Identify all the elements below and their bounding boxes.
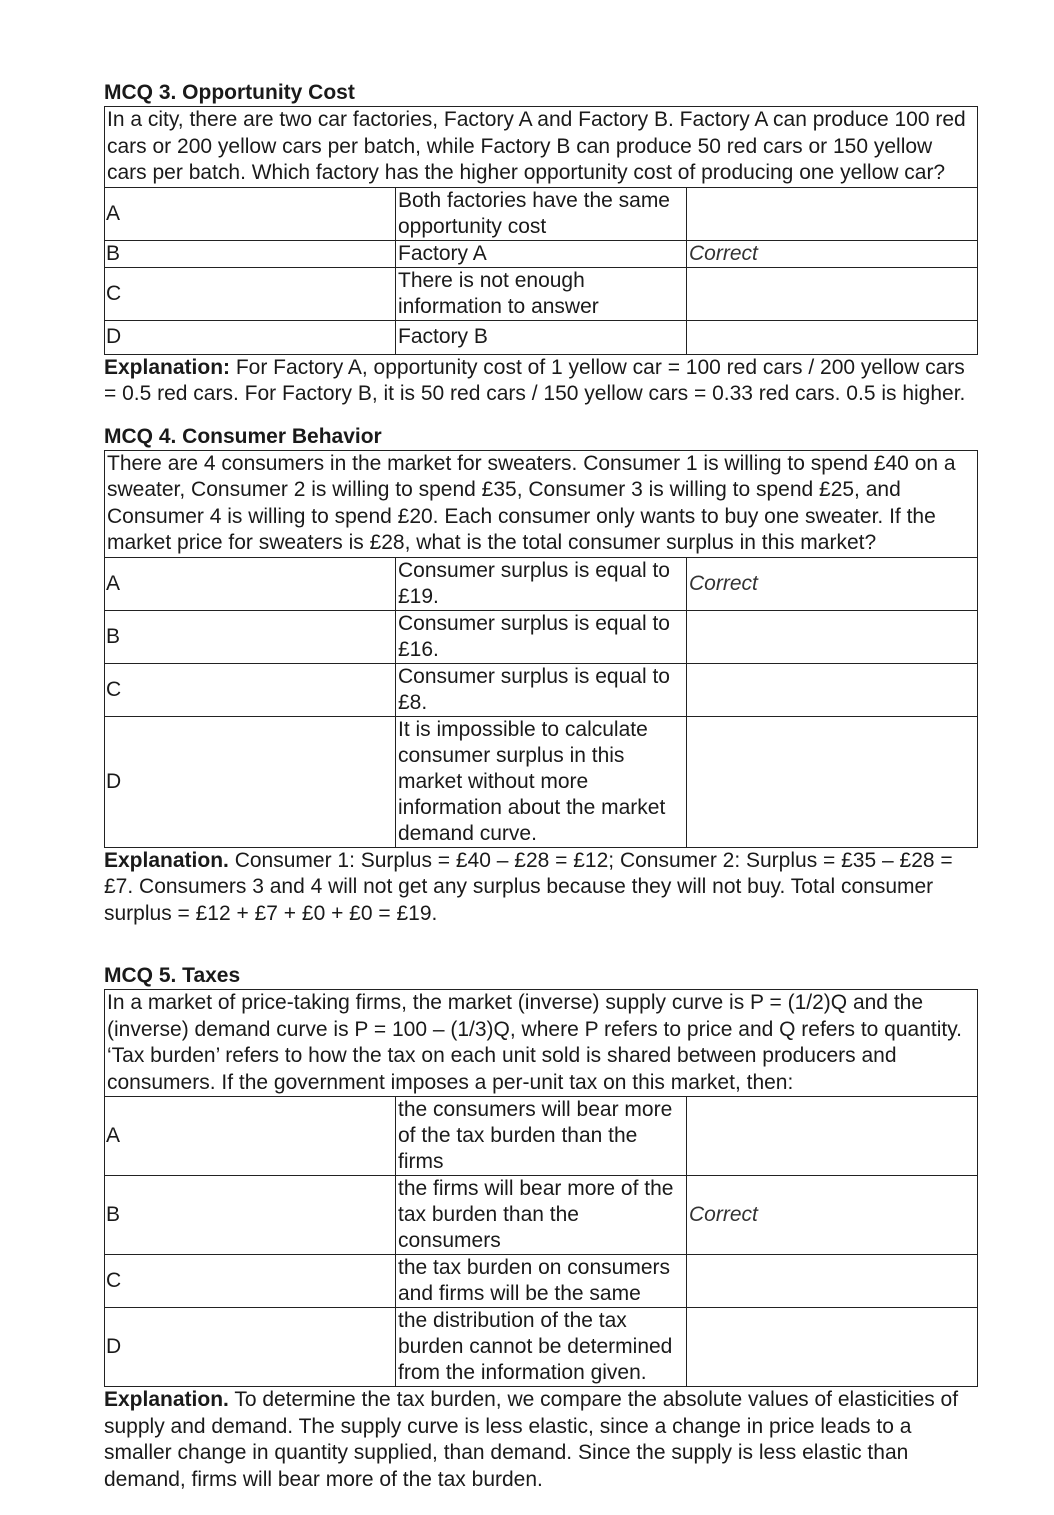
option-row	[105, 1308, 978, 1387]
option-letter: C	[105, 267, 396, 320]
option-row	[105, 716, 978, 847]
correct-mark	[687, 187, 978, 240]
option-text: It is impossible to calculate consumer surplus in this market without more information about the market demand curve.	[396, 716, 687, 847]
question-text: In a city, there are two car factories, Factory A and Factory B. Factory A can produce 100 red cars or 200 yellow cars per batch, while Factory B can produce 50 red cars or 150 yellow cars per batch. Which factory has the higher opportunity cost of producing one yellow car?	[105, 107, 978, 188]
question-text: There are 4 consumers in the market for sweaters. Consumer 1 is willing to spend £40 on a sweater, Consumer 2 is willing to spend £35, Consumer 3 is willing to spend £25, and Consumer 4 is willing to spend £20. Each consumer only wants to buy one sweater. If the market price for sweaters is £28, what is the total consumer surplus in this market?	[105, 450, 978, 557]
correct-mark	[687, 1308, 978, 1387]
option-letter: A	[105, 187, 396, 240]
mcq-5	[104, 963, 978, 1493]
option-text: the tax burden on consumers and firms will be the same	[396, 1255, 687, 1308]
option-letter: B	[105, 240, 396, 267]
option-row	[105, 1255, 978, 1308]
mcq-3	[104, 80, 978, 408]
option-row	[105, 1176, 978, 1255]
option-text: Factory B	[396, 320, 687, 354]
correct-mark	[687, 320, 978, 354]
option-letter: D	[105, 320, 396, 354]
mcq-title: MCQ 3. Opportunity Cost	[104, 81, 355, 104]
option-row	[105, 240, 978, 267]
option-row	[105, 187, 978, 240]
explanation-text: To determine the tax burden, we compare the absolute values of elasticities of supply and demand. The supply curve is less elastic, since a change in price leads to a smaller change in quantity supplied, than demand. Since the supply is less elastic than demand, firms will bear more of the tax burden.	[104, 1388, 959, 1491]
correct-mark: Correct	[687, 240, 978, 267]
option-text: Both factories have the same opportunity cost	[396, 187, 687, 240]
correct-mark: Correct	[687, 1176, 978, 1255]
option-row	[105, 320, 978, 354]
option-letter: C	[105, 663, 396, 716]
option-text: the firms will bear more of the tax burden than the consumers	[396, 1176, 687, 1255]
mcq-title: MCQ 4. Consumer Behavior	[104, 424, 382, 448]
option-row	[105, 1097, 978, 1176]
explanation	[104, 1387, 978, 1493]
mcq-4	[104, 424, 978, 928]
correct-mark	[687, 716, 978, 847]
option-letter: D	[105, 1308, 396, 1387]
explanation-label: Explanation.	[104, 848, 229, 872]
explanation	[104, 355, 978, 408]
mcq-title: MCQ 5. Taxes	[104, 964, 241, 987]
option-text: Consumer surplus is equal to £8.	[396, 663, 687, 716]
question-table	[104, 989, 978, 1387]
document-page	[104, 80, 978, 1515]
option-text: Consumer surplus is equal to £19.	[396, 557, 687, 610]
correct-mark	[687, 267, 978, 320]
option-letter: D	[105, 716, 396, 847]
option-row	[105, 610, 978, 663]
option-letter: C	[105, 1255, 396, 1308]
option-letter: B	[105, 1176, 396, 1255]
option-text: the consumers will bear more of the tax burden than the firms	[396, 1097, 687, 1176]
option-letter: B	[105, 610, 396, 663]
option-row	[105, 267, 978, 320]
option-text: Consumer surplus is equal to £16.	[396, 610, 687, 663]
explanation-label: Explanation.	[104, 1388, 229, 1411]
question-table	[104, 106, 978, 355]
correct-mark	[687, 663, 978, 716]
option-letter: A	[105, 1097, 396, 1176]
correct-mark	[687, 1097, 978, 1176]
question-text: In a market of price-taking firms, the market (inverse) supply curve is P = (1/2)Q and the (inverse) demand curve is P = 100 – (1/3)Q, where P refers to price and Q refers to quantity. ‘Tax burden’ refers to how the tax on each unit sold is shared between producers and consumers. If the government imposes a per-unit tax on this market, then:	[105, 990, 978, 1097]
correct-mark: Correct	[687, 557, 978, 610]
option-letter: A	[105, 557, 396, 610]
question-table	[104, 450, 978, 848]
explanation-text: Consumer 1: Surplus = £40 – £28 = £12; Consumer 2: Surplus = £35 – £28 = £7. Consumers 3 and 4 will not get any surplus because they will not buy. Total consumer surplus = £12 + £7 + £0 + £0 = £19.	[104, 848, 953, 925]
option-text: Factory A	[396, 240, 687, 267]
explanation	[104, 848, 978, 928]
explanation-label: Explanation:	[104, 355, 231, 379]
option-row	[105, 663, 978, 716]
option-row	[105, 557, 978, 610]
correct-mark	[687, 610, 978, 663]
correct-mark	[687, 1255, 978, 1308]
option-text: the distribution of the tax burden cannot be determined from the information given.	[396, 1308, 687, 1387]
option-text: There is not enough information to answer	[396, 267, 687, 320]
explanation-text: For Factory A, opportunity cost of 1 yellow car = 100 red cars / 200 yellow cars = 0.5 red cars. For Factory B, it is 50 red cars / 150 yellow cars = 0.33 red cars. 0.5 is higher.	[104, 355, 966, 405]
